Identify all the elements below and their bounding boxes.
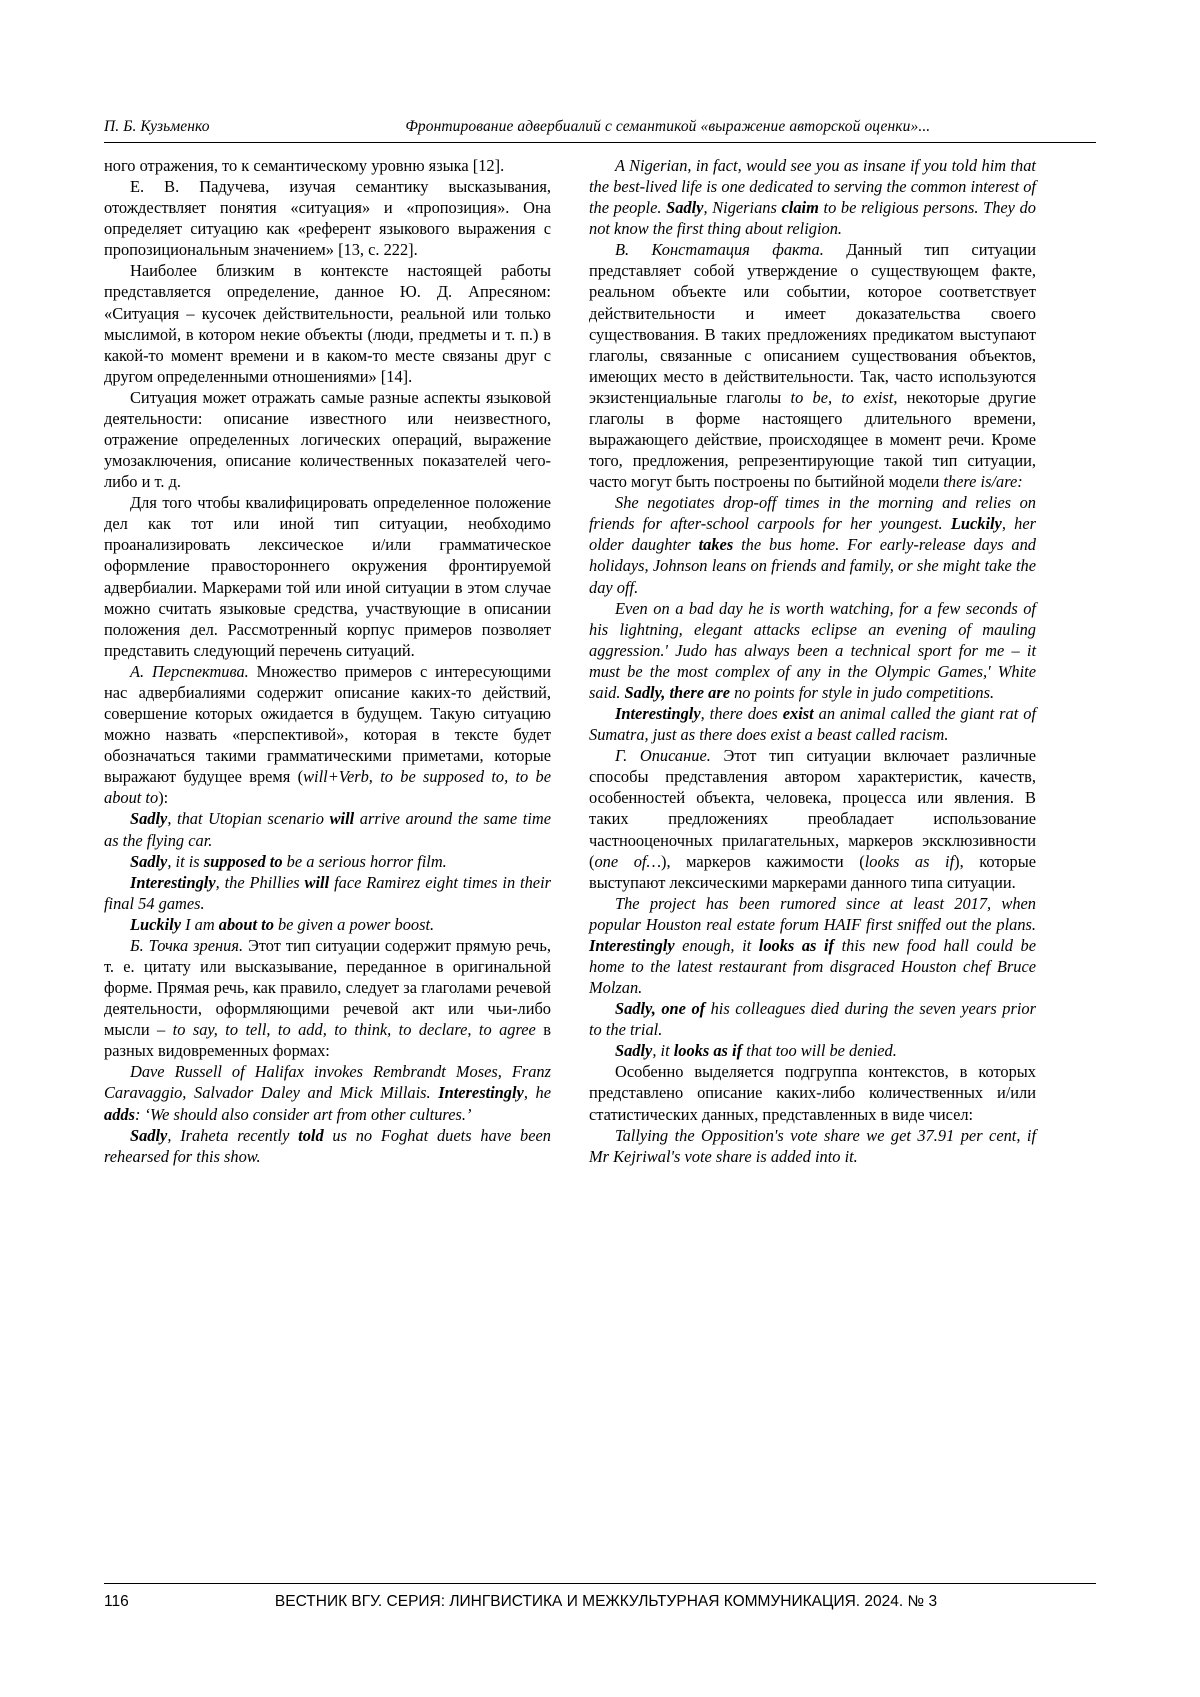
example-text: I am — [180, 914, 219, 934]
paragraph: Е. В. Падучева, изучая семантику высказывания, отождествляет понятия «ситуация» и «пропозиция». Она определяет ситуацию как «референт языкового выражения с пропозициональным значением» [13, с. 222]. — [104, 177, 551, 260]
example-text: this new food hall could be home to the latest restaurant from disgraced Houston chef Bruce Molzan. — [589, 935, 1036, 998]
example-text: the bus home. For early-release days and holidays, Johnson leans on friends and family, or she might take the day off. — [589, 535, 1036, 597]
example-marker: looks as if — [673, 1041, 743, 1061]
example-text: to be religious persons. They do not know the first thing about religion. — [589, 198, 1037, 239]
example-text: She negotiates drop-off times in the morning and relies on friends for after-school carpools for her youngest. — [589, 493, 1036, 534]
example-sentence — [104, 851, 551, 872]
example-text: A Nigerian, in fact, would see you as insane if you told him that the best-lived life is one dedicated to serving the common interest of the people. — [589, 156, 1036, 218]
example-text: , he — [523, 1083, 551, 1103]
example-text: an animal called the giant rat of Sumatra, just as there does exist a beast called racism. — [589, 704, 1036, 745]
example-marker: looks as if — [758, 935, 834, 955]
situation-label-v: В. Констатация факта. — [615, 240, 824, 260]
example-text: his colleagues died during the seven years prior to the trial. — [589, 999, 1036, 1040]
grammar-markers: will+Verb, to be supposed to, to be about to — [104, 767, 551, 808]
example-marker: about to — [218, 914, 274, 934]
example-text: arrive around the same time as the flying car. — [104, 809, 551, 850]
example-marker: exist — [782, 704, 814, 724]
paragraph: ного отражения, то к семантическому уровню языка [12]. — [104, 156, 505, 175]
example-text: Tallying the Opposition's vote share we get 37.91 per cent, if Mr Kejriwal's vote share is added into it. — [589, 1125, 1036, 1166]
example-adverbial: Sadly — [130, 1125, 168, 1145]
running-head-author: П. Б. Кузьменко — [104, 118, 210, 135]
example-marker: adds — [104, 1104, 135, 1124]
example-text: face Ramirez eight times in their final 54 games. — [104, 872, 552, 913]
seeming-marker: looks as if — [864, 851, 955, 871]
example-sentence — [589, 492, 1036, 597]
example-sentence — [589, 598, 1036, 703]
example-text: Dave Russell of Halifax invokes Rembrandt Moses, Franz Caravaggio, Salvador Daley and Mick Millais. — [104, 1062, 551, 1103]
situation-text-a: Множество примеров с интересующими нас адвербиалиями содержит описание каких-то действий, совершение которых ожидается в будущем. Такую ситуацию можно назвать «перспективой», которая в тексте будет обозначаться такими грамматическими приметами, которые выражают будущее время ( — [104, 661, 551, 787]
situation-text-g-2: ), маркеров кажимости ( — [661, 851, 865, 871]
example-adverbial: Interestingly — [130, 872, 216, 892]
example-sentence — [104, 808, 551, 850]
paragraph-situation-a — [104, 661, 551, 809]
paragraph: Ситуация может отражать самые разные аспекты языковой деятельности: описание известного или неизвестного, отражение определенных логических операций, выражение умозаключения, описание количественных показателей чего-либо и т. д. — [104, 387, 551, 492]
paragraph: Особенно выделяется подгруппа контекстов, в которых представлено описание каких-либо количественных и/или статистических данных, представленных в виде чисел: — [589, 1062, 1036, 1124]
example-adverbial: Sadly — [615, 1041, 653, 1061]
example-text: enough, it — [674, 935, 759, 955]
example-marker: supposed to — [203, 851, 283, 871]
body-columns — [104, 155, 1096, 1167]
example-text: , the Phillies — [215, 872, 305, 892]
example-sentence — [104, 1061, 551, 1124]
situation-text-v-2: , некоторые другие глаголы в форме настоящего длительного времени, выражающего действие, происходящее в момент речи. Кроме того, предложения, репрезентирующие такой тип ситуации, часто могут быть построены по бытийной модели — [589, 387, 1037, 492]
situation-label-g: Г. Описание. — [615, 746, 711, 766]
example-sentence — [104, 1125, 551, 1167]
example-text: , Iraheta recently — [167, 1125, 299, 1145]
situation-label-b: Б. Точка зрения. — [130, 935, 244, 955]
paragraph: Для того чтобы квалифицировать определенное положение дел как тот или иной тип ситуации, необходимо проанализировать лексическое и/или грамматическое оформление правостороннего окружения фронтируемой адвербиалии. Маркерами той или иной ситуации в этом случае можно считать языковые средства, участвующие в описании положения дел. Рассмотренный корпус примеров позволяет представить следующий перечень ситуаций. — [104, 493, 551, 660]
example-sentence — [589, 893, 1036, 998]
example-adverbial: Interestingly — [589, 935, 675, 955]
example-adverbial: Sadly, there are — [624, 682, 730, 702]
example-adverbial: Sadly — [130, 809, 168, 829]
example-text: , Nigerians — [703, 198, 782, 218]
example-marker: told — [298, 1125, 324, 1145]
example-marker: takes — [698, 535, 734, 555]
example-sentence — [589, 703, 1036, 745]
example-adverbial: Interestingly — [615, 704, 701, 724]
example-sentence — [589, 155, 1036, 239]
journal-line: ВЕСТНИК ВГУ. СЕРИЯ: ЛИНГВИСТИКА И МЕЖКУЛЬТУРНАЯ КОММУНИКАЦИЯ. 2024. № 3 — [274, 1593, 938, 1610]
example-adverbial: Luckily — [950, 514, 1002, 534]
example-text: , that Utopian scenario — [167, 809, 330, 829]
example-text: , it — [652, 1041, 674, 1061]
paragraph-situation-v — [589, 239, 1036, 492]
example-text: be a serious horror film. — [282, 851, 447, 871]
page-number: 116 — [104, 1593, 129, 1610]
example-sentence — [104, 872, 551, 914]
example-text: that too will be denied. — [742, 1041, 897, 1061]
example-adverbial: Interestingly — [438, 1083, 524, 1103]
page-footer — [104, 1583, 1096, 1611]
example-text: , her older daughter — [589, 514, 1037, 555]
example-text: be given a power boost. — [273, 914, 435, 934]
example-marker: claim — [781, 198, 819, 218]
situation-text-g-3: ), которые выступают лексическими маркерами данного типа ситуации. — [589, 851, 1036, 892]
situation-label-a: А. Перспектива. — [130, 661, 249, 681]
example-adverbial: Sadly, one of — [615, 999, 706, 1019]
example-text: : ‘We should also consider art from other cultures.’ — [134, 1104, 472, 1124]
situation-tail-b: в разных видовременных формах: — [104, 1020, 551, 1061]
situation-text-v: Данный тип ситуации представляет собой утверждение о существующем факте, реальном объекте или событии, которое соответствует действительности и имеет доказательства своего существования. В таких предложениях предикатом выступают глаголы, связанные с описанием существования объектов, имеющих место в действительности. Так, часто используются экзистенциальные глаголы — [589, 240, 1036, 407]
exclusivity-marker: one of… — [594, 851, 662, 871]
example-sentence — [104, 914, 551, 935]
example-marker: will — [329, 809, 355, 829]
running-head-title: Фронтирование адвербиалий с семантикой «выражение авторской оценки»... — [405, 118, 931, 135]
example-text: , there does — [700, 704, 783, 724]
example-sentence — [589, 1040, 1036, 1061]
example-adverbial: Sadly — [666, 198, 704, 218]
running-head — [104, 118, 1096, 136]
paragraph-situation-b — [104, 935, 551, 1061]
there-model: there is/are: — [943, 472, 1023, 492]
example-text: The project has been rumored since at least 2017, when popular Houston real estate forum HAIF first sniffed out the plans. — [589, 893, 1036, 934]
example-sentence — [589, 998, 1036, 1040]
example-text: us no Foghat duets have been rehearsed for this show. — [104, 1125, 551, 1166]
right-column — [589, 155, 1036, 1167]
situation-text-b: Этот тип ситуации содержит прямую речь, т. е. цитату или высказывание, переданное в оригинальной форме. Прямая речь, как правило, следует за глаголами речевой деятельности, оформляющими речевой акт или чьи-либо мысли – — [104, 935, 552, 1040]
example-text: , it is — [167, 851, 204, 871]
paragraph: Наиболее близким в контексте настоящей работы представляется определение, данное Ю. Д. Апресяном: «Ситуация – кусочек действительности, реальной или только мыслимой, в котором некие объекты (люди, предметы и т. п.) в какой-то момент времени и в каком-то месте связаны друг с другом определенными отношениями» [14]. — [104, 261, 551, 386]
example-text: Even on a bad day he is worth watching, for a few seconds of his lightning, elegant attacks eclipse an evening of mauling aggression.' Judo has always been a technical sport for me – it must be the most complex of any in the Olympic Games,' White said. — [589, 598, 1036, 702]
example-text: no points for style in judo competitions. — [730, 682, 995, 702]
paragraph-situation-g — [589, 745, 1036, 893]
example-marker: will — [304, 872, 330, 892]
situation-text-g: Этот тип ситуации включает различные способы представления автором характеристик, качеств, особенностей объекта, человека, процесса или явления. В таких предложениях преобладает использование частнооценочных прилагательных, маркеров эксклюзивности ( — [589, 746, 1036, 871]
header-rule — [104, 142, 1096, 143]
example-sentence — [589, 1125, 1036, 1167]
speech-verbs: to say, to tell, to add, to think, to declare, to agree — [172, 1020, 536, 1040]
situation-tail-a: ): — [158, 788, 169, 808]
left-column — [104, 155, 551, 1167]
example-adverbial: Luckily — [130, 914, 181, 934]
footer-rule — [104, 1583, 1096, 1584]
existential-verbs: to be, to exist — [790, 387, 894, 407]
example-adverbial: Sadly — [130, 851, 168, 871]
